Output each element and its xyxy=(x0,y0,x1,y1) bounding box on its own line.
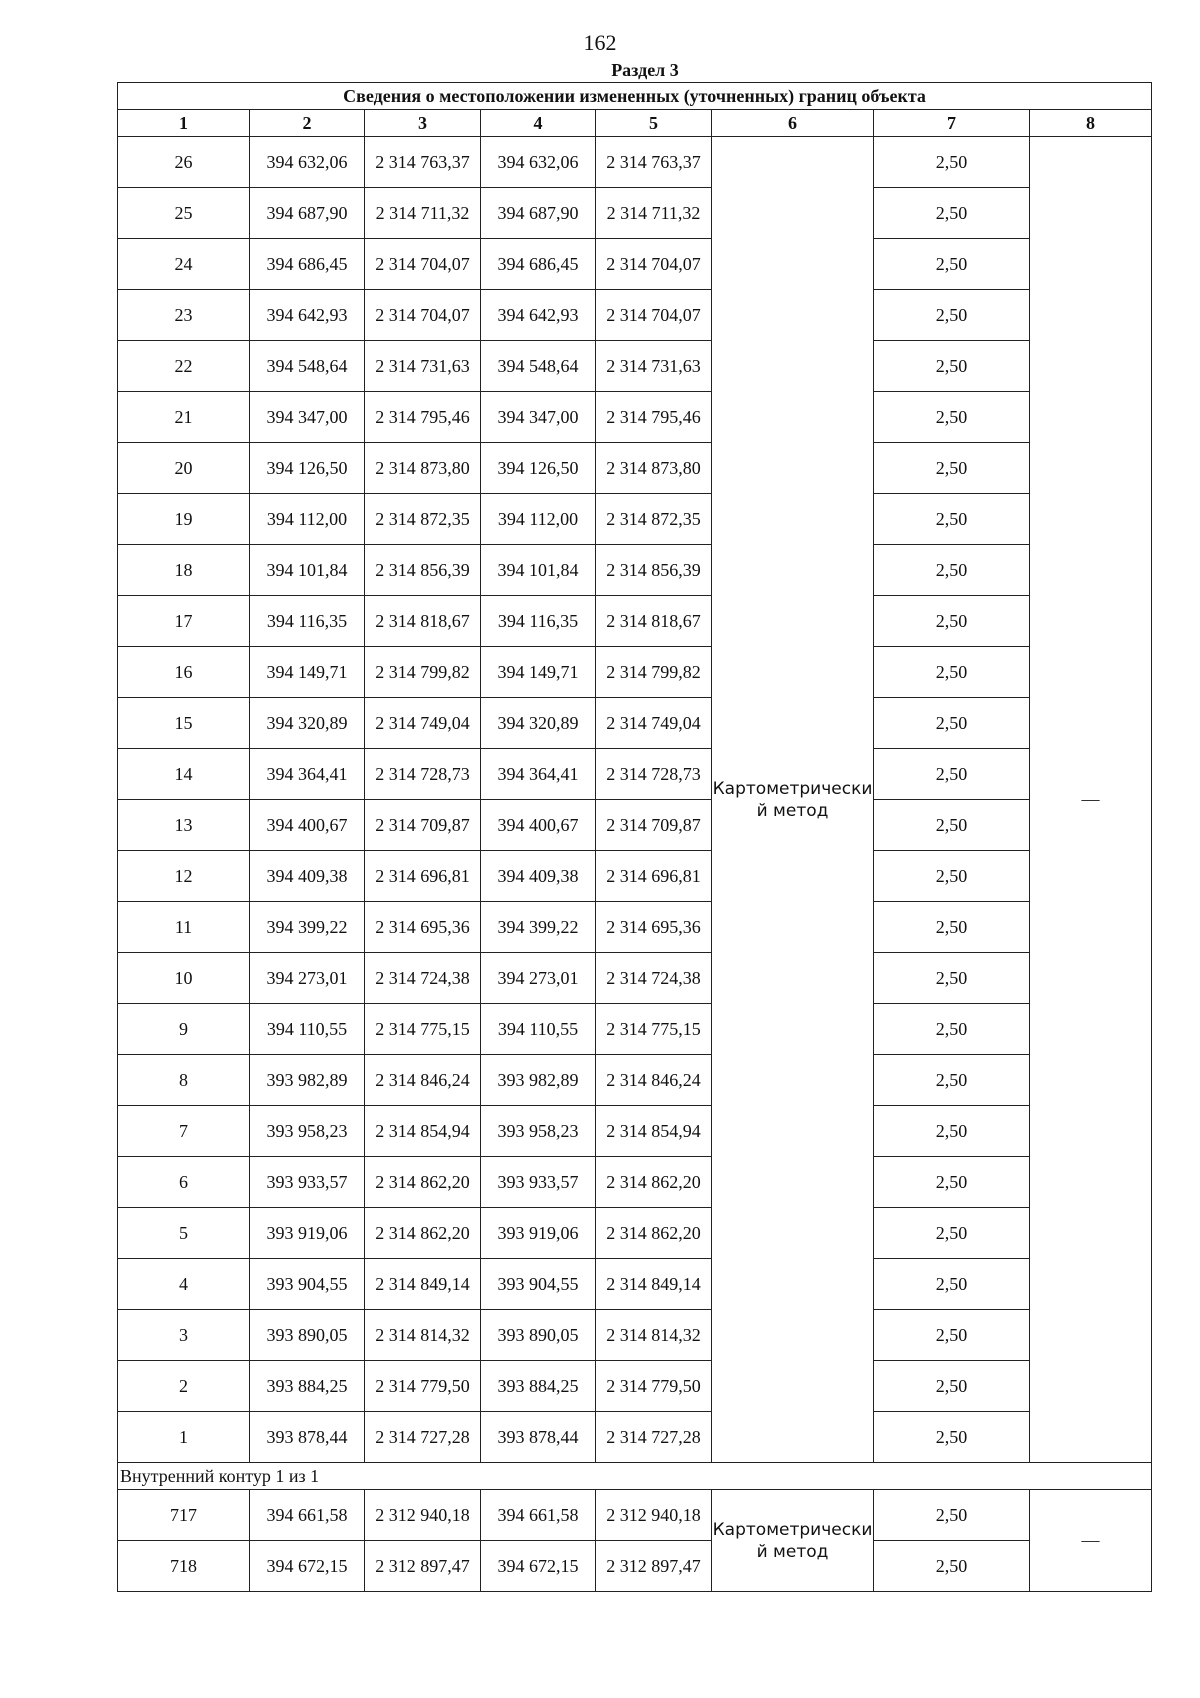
cell-x2: 394 399,22 xyxy=(481,902,596,953)
cell-point: 25 xyxy=(118,188,250,239)
column-header: 1 xyxy=(118,110,250,137)
cell-y1: 2 314 795,46 xyxy=(365,392,481,443)
cell-y2: 2 314 763,37 xyxy=(596,137,712,188)
cell-x2: 393 884,25 xyxy=(481,1361,596,1412)
cell-x2: 394 687,90 xyxy=(481,188,596,239)
table-row xyxy=(118,188,1152,239)
cell-y2: 2 314 818,67 xyxy=(596,596,712,647)
cell-x1: 394 661,58 xyxy=(250,1490,365,1541)
cell-point: 7 xyxy=(118,1106,250,1157)
table-row xyxy=(118,1004,1152,1055)
cell-accuracy: 2,50 xyxy=(874,1412,1030,1463)
cell-x1: 393 884,25 xyxy=(250,1361,365,1412)
cell-point: 5 xyxy=(118,1208,250,1259)
cell-point: 3 xyxy=(118,1310,250,1361)
cell-x2: 394 320,89 xyxy=(481,698,596,749)
table-row xyxy=(118,1055,1152,1106)
cell-point: 21 xyxy=(118,392,250,443)
cell-y1: 2 314 862,20 xyxy=(365,1157,481,1208)
table-row xyxy=(118,545,1152,596)
cell-accuracy: 2,50 xyxy=(874,1106,1030,1157)
cell-accuracy: 2,50 xyxy=(874,596,1030,647)
cell-y1: 2 314 799,82 xyxy=(365,647,481,698)
cell-x1: 394 687,90 xyxy=(250,188,365,239)
cell-point: 23 xyxy=(118,290,250,341)
cell-x2: 393 919,06 xyxy=(481,1208,596,1259)
table-row xyxy=(118,137,1152,188)
cell-y1: 2 314 872,35 xyxy=(365,494,481,545)
cell-x2: 393 904,55 xyxy=(481,1259,596,1310)
cell-y1: 2 314 704,07 xyxy=(365,290,481,341)
cell-accuracy: 2,50 xyxy=(874,698,1030,749)
column-header: 2 xyxy=(250,110,365,137)
cell-x1: 393 958,23 xyxy=(250,1106,365,1157)
cell-x1: 394 672,15 xyxy=(250,1541,365,1592)
cell-y1: 2 314 856,39 xyxy=(365,545,481,596)
cell-point: 18 xyxy=(118,545,250,596)
cell-x1: 394 364,41 xyxy=(250,749,365,800)
cell-accuracy: 2,50 xyxy=(874,1157,1030,1208)
table-row xyxy=(118,443,1152,494)
cell-y2: 2 314 724,38 xyxy=(596,953,712,1004)
cell-accuracy: 2,50 xyxy=(874,647,1030,698)
cell-accuracy: 2,50 xyxy=(874,851,1030,902)
page-number: 162 xyxy=(583,30,617,55)
cell-y1: 2 314 709,87 xyxy=(365,800,481,851)
cell-x1: 394 273,01 xyxy=(250,953,365,1004)
table-row xyxy=(118,647,1152,698)
table-row xyxy=(118,596,1152,647)
cell-y2: 2 314 704,07 xyxy=(596,239,712,290)
cell-accuracy: 2,50 xyxy=(874,1490,1030,1541)
cell-y2: 2 314 749,04 xyxy=(596,698,712,749)
cell-point: 1 xyxy=(118,1412,250,1463)
cell-x1: 393 933,57 xyxy=(250,1157,365,1208)
cell-y1: 2 314 775,15 xyxy=(365,1004,481,1055)
column-header: 6 xyxy=(712,110,874,137)
cell-accuracy: 2,50 xyxy=(874,902,1030,953)
table-row xyxy=(118,1106,1152,1157)
cell-x2: 394 110,55 xyxy=(481,1004,596,1055)
cell-x1: 394 149,71 xyxy=(250,647,365,698)
cell-x1: 394 632,06 xyxy=(250,137,365,188)
cell-x1: 394 347,00 xyxy=(250,392,365,443)
cell-method: Картометрически й метод xyxy=(712,137,874,1463)
cell-x2: 394 400,67 xyxy=(481,800,596,851)
cell-y2: 2 314 704,07 xyxy=(596,290,712,341)
cell-x2: 394 273,01 xyxy=(481,953,596,1004)
cell-y1: 2 314 704,07 xyxy=(365,239,481,290)
cell-x1: 394 320,89 xyxy=(250,698,365,749)
cell-accuracy: 2,50 xyxy=(874,545,1030,596)
cell-accuracy: 2,50 xyxy=(874,443,1030,494)
cell-y2: 2 314 856,39 xyxy=(596,545,712,596)
cell-x2: 394 116,35 xyxy=(481,596,596,647)
cell-accuracy: 2,50 xyxy=(874,392,1030,443)
cell-y1: 2 314 862,20 xyxy=(365,1208,481,1259)
cell-point: 8 xyxy=(118,1055,250,1106)
cell-accuracy: 2,50 xyxy=(874,1259,1030,1310)
cell-x1: 393 904,55 xyxy=(250,1259,365,1310)
cell-y2: 2 314 795,46 xyxy=(596,392,712,443)
cell-point: 10 xyxy=(118,953,250,1004)
table-row xyxy=(118,1157,1152,1208)
cell-y2: 2 314 814,32 xyxy=(596,1310,712,1361)
table-row xyxy=(118,1541,1152,1592)
cell-y1: 2 314 695,36 xyxy=(365,902,481,953)
table-row xyxy=(118,851,1152,902)
cell-x1: 393 982,89 xyxy=(250,1055,365,1106)
table-row xyxy=(118,1490,1152,1541)
cell-x1: 394 101,84 xyxy=(250,545,365,596)
cell-y2: 2 314 696,81 xyxy=(596,851,712,902)
cell-x1: 393 919,06 xyxy=(250,1208,365,1259)
cell-accuracy: 2,50 xyxy=(874,1541,1030,1592)
table-row xyxy=(118,239,1152,290)
cell-y2: 2 314 862,20 xyxy=(596,1157,712,1208)
cell-y1: 2 312 897,47 xyxy=(365,1541,481,1592)
cell-point: 2 xyxy=(118,1361,250,1412)
cell-y1: 2 314 818,67 xyxy=(365,596,481,647)
cell-y2: 2 314 711,32 xyxy=(596,188,712,239)
cell-x2: 394 364,41 xyxy=(481,749,596,800)
cell-accuracy: 2,50 xyxy=(874,239,1030,290)
cell-x1: 394 409,38 xyxy=(250,851,365,902)
cell-point: 20 xyxy=(118,443,250,494)
cell-accuracy: 2,50 xyxy=(874,800,1030,851)
table-row xyxy=(118,902,1152,953)
contour-label: Внутренний контур 1 из 1 xyxy=(118,1463,1152,1490)
column-header: 7 xyxy=(874,110,1030,137)
cell-y1: 2 314 846,24 xyxy=(365,1055,481,1106)
cell-y2: 2 314 849,14 xyxy=(596,1259,712,1310)
cell-accuracy: 2,50 xyxy=(874,341,1030,392)
cell-x2: 394 409,38 xyxy=(481,851,596,902)
cell-y2: 2 314 873,80 xyxy=(596,443,712,494)
cell-y1: 2 314 779,50 xyxy=(365,1361,481,1412)
table-row xyxy=(118,953,1152,1004)
cell-point: 717 xyxy=(118,1490,250,1541)
cell-x1: 393 890,05 xyxy=(250,1310,365,1361)
table-row xyxy=(118,1208,1152,1259)
cell-x2: 393 878,44 xyxy=(481,1412,596,1463)
cell-point: 17 xyxy=(118,596,250,647)
cell-accuracy: 2,50 xyxy=(874,1055,1030,1106)
cell-point: 14 xyxy=(118,749,250,800)
cell-y2: 2 314 779,50 xyxy=(596,1361,712,1412)
cell-x1: 394 400,67 xyxy=(250,800,365,851)
cell-x1: 394 112,00 xyxy=(250,494,365,545)
cell-x2: 394 686,45 xyxy=(481,239,596,290)
table-row xyxy=(118,494,1152,545)
cell-point: 26 xyxy=(118,137,250,188)
cell-accuracy: 2,50 xyxy=(874,1361,1030,1412)
table-row xyxy=(118,1412,1152,1463)
section-title: Раздел 3 xyxy=(611,60,679,80)
cell-x1: 393 878,44 xyxy=(250,1412,365,1463)
cell-x1: 394 686,45 xyxy=(250,239,365,290)
cell-accuracy: 2,50 xyxy=(874,1004,1030,1055)
cell-accuracy: 2,50 xyxy=(874,188,1030,239)
cell-accuracy: 2,50 xyxy=(874,1310,1030,1361)
cell-x2: 394 112,00 xyxy=(481,494,596,545)
cell-y1: 2 314 727,28 xyxy=(365,1412,481,1463)
cell-accuracy: 2,50 xyxy=(874,290,1030,341)
cell-x2: 394 548,64 xyxy=(481,341,596,392)
cell-y2: 2 314 775,15 xyxy=(596,1004,712,1055)
cell-x2: 394 642,93 xyxy=(481,290,596,341)
cell-x2: 394 347,00 xyxy=(481,392,596,443)
cell-y1: 2 314 749,04 xyxy=(365,698,481,749)
cell-y1: 2 314 724,38 xyxy=(365,953,481,1004)
cell-x2: 393 890,05 xyxy=(481,1310,596,1361)
cell-y2: 2 314 695,36 xyxy=(596,902,712,953)
table-title: Сведения о местоположении измененных (уточненных) границ объекта xyxy=(118,83,1152,110)
cell-x1: 394 110,55 xyxy=(250,1004,365,1055)
cell-y1: 2 314 854,94 xyxy=(365,1106,481,1157)
cell-x1: 394 548,64 xyxy=(250,341,365,392)
cell-method: Картометрически й метод xyxy=(712,1490,874,1592)
cell-x1: 394 642,93 xyxy=(250,290,365,341)
cell-point: 718 xyxy=(118,1541,250,1592)
cell-point: 24 xyxy=(118,239,250,290)
cell-y2: 2 312 897,47 xyxy=(596,1541,712,1592)
cell-y2: 2 314 862,20 xyxy=(596,1208,712,1259)
cell-point: 19 xyxy=(118,494,250,545)
cell-note: — xyxy=(1030,137,1152,1463)
column-header: 3 xyxy=(365,110,481,137)
cell-x2: 394 661,58 xyxy=(481,1490,596,1541)
cell-note: — xyxy=(1030,1490,1152,1592)
cell-accuracy: 2,50 xyxy=(874,137,1030,188)
cell-y2: 2 314 709,87 xyxy=(596,800,712,851)
table-row xyxy=(118,341,1152,392)
table-row xyxy=(118,800,1152,851)
cell-y1: 2 314 763,37 xyxy=(365,137,481,188)
cell-y1: 2 314 728,73 xyxy=(365,749,481,800)
cell-y2: 2 314 799,82 xyxy=(596,647,712,698)
coordinates-table xyxy=(117,82,1152,1592)
cell-point: 9 xyxy=(118,1004,250,1055)
cell-y2: 2 314 854,94 xyxy=(596,1106,712,1157)
cell-point: 11 xyxy=(118,902,250,953)
cell-y2: 2 314 872,35 xyxy=(596,494,712,545)
cell-x2: 394 101,84 xyxy=(481,545,596,596)
cell-y2: 2 314 846,24 xyxy=(596,1055,712,1106)
cell-x2: 393 933,57 xyxy=(481,1157,596,1208)
table-row xyxy=(118,290,1152,341)
table-row xyxy=(118,749,1152,800)
cell-y2: 2 314 731,63 xyxy=(596,341,712,392)
cell-x1: 394 116,35 xyxy=(250,596,365,647)
cell-y1: 2 314 731,63 xyxy=(365,341,481,392)
cell-x2: 394 149,71 xyxy=(481,647,596,698)
cell-accuracy: 2,50 xyxy=(874,1208,1030,1259)
cell-x2: 394 672,15 xyxy=(481,1541,596,1592)
cell-point: 16 xyxy=(118,647,250,698)
cell-point: 13 xyxy=(118,800,250,851)
cell-y2: 2 314 728,73 xyxy=(596,749,712,800)
cell-x2: 393 958,23 xyxy=(481,1106,596,1157)
cell-accuracy: 2,50 xyxy=(874,953,1030,1004)
cell-y1: 2 314 873,80 xyxy=(365,443,481,494)
cell-point: 12 xyxy=(118,851,250,902)
table-row xyxy=(118,1259,1152,1310)
cell-point: 6 xyxy=(118,1157,250,1208)
cell-y1: 2 314 711,32 xyxy=(365,188,481,239)
cell-accuracy: 2,50 xyxy=(874,494,1030,545)
cell-y1: 2 314 696,81 xyxy=(365,851,481,902)
cell-point: 15 xyxy=(118,698,250,749)
column-header: 5 xyxy=(596,110,712,137)
cell-x1: 394 399,22 xyxy=(250,902,365,953)
table-row xyxy=(118,1310,1152,1361)
cell-y1: 2 314 849,14 xyxy=(365,1259,481,1310)
cell-x2: 394 126,50 xyxy=(481,443,596,494)
cell-x1: 394 126,50 xyxy=(250,443,365,494)
cell-y1: 2 312 940,18 xyxy=(365,1490,481,1541)
column-header: 8 xyxy=(1030,110,1152,137)
cell-x2: 393 982,89 xyxy=(481,1055,596,1106)
cell-point: 22 xyxy=(118,341,250,392)
column-header: 4 xyxy=(481,110,596,137)
cell-y1: 2 314 814,32 xyxy=(365,1310,481,1361)
cell-x2: 394 632,06 xyxy=(481,137,596,188)
cell-point: 4 xyxy=(118,1259,250,1310)
cell-accuracy: 2,50 xyxy=(874,749,1030,800)
table-row xyxy=(118,698,1152,749)
cell-y2: 2 312 940,18 xyxy=(596,1490,712,1541)
table-row xyxy=(118,392,1152,443)
cell-y2: 2 314 727,28 xyxy=(596,1412,712,1463)
table-row xyxy=(118,1361,1152,1412)
